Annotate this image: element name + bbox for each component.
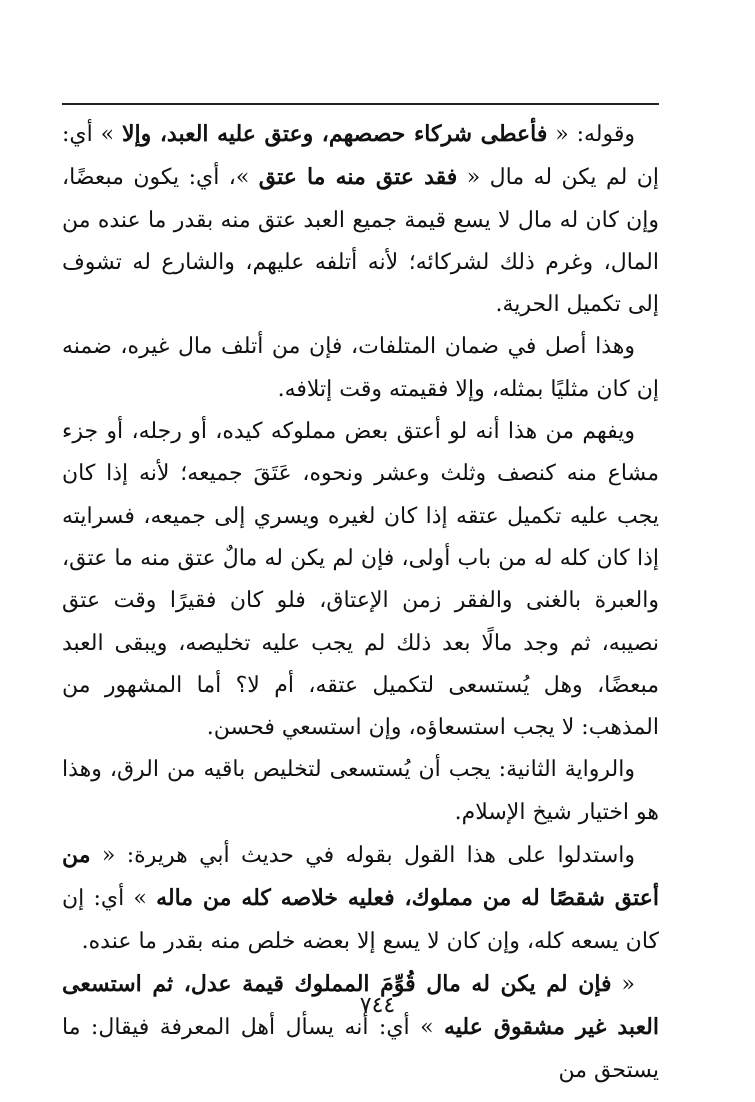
text-segment: « <box>611 971 636 997</box>
text-segment: »، أي: يكون مبعضًا، وإن كان له مال لا يسع قيمة جميع العبد عتق منه بقدر ما عنده من المال، وغرم ذلك لشركائه؛ لأنه أتلفه عليهم، والشارع له تشوف إلى تكميل الحرية. <box>62 165 659 318</box>
text-segment: » أي: إن لم يكن له مال « <box>62 122 659 191</box>
header-rule <box>62 103 659 105</box>
page-number: ٧٤٤ <box>359 993 396 1018</box>
text-segment: ويفهم من هذا أنه لو أعتق بعض مملوكه كيده، أو رجله، أو جزء مشاع منه كنصف وثلث وعشر ونحوه، عَتَقَ جميعه؛ لأنه إذا كان يجب عليه تكميل عتقه إذا كان لغيره ويسري إلى جميعه، فسرايته إذا كان كله له من باب أولى، فإن لم يكن له مالٌ عتق منه ما عتق، والعبرة بالغنى والفقر زمن الإعتاق، فلو كان فقيرًا وقت عتق نصيبه، ثم وجد مالًا بعد ذلك لم يجب عليه تخليصه، ويبقى العبد مبعضًا، وهل يُستسعى لتكميل عتقه، أم لا؟ أما المشهور من المذهب: لا يجب استسعاؤه، وإن استسعي فحسن. <box>62 419 659 741</box>
bold-quote-segment: فأعطى شركاء حصصهم، وعتق عليه العبد، وإلا <box>121 121 548 147</box>
paragraph <box>62 411 659 749</box>
text-segment: » أي: إن كان يسعه كله، وإن كان لا يسع إلا بعضه خلص منه بقدر ما عنده. <box>62 886 659 954</box>
bold-quote-segment: فإن لم يكن له مال قُوِّمَ المملوك قيمة عدل، ثم استسعى العبد غير مشقوق عليه <box>62 970 659 1041</box>
text-segment: والرواية الثانية: يجب أن يُستسعى لتخليص باقيه من الرق، وهذا هو اختيار شيخ الإسلام. <box>62 757 659 825</box>
paragraph <box>62 113 659 326</box>
bold-quote-segment: من أعتق شقصًا له من مملوك، فعليه خلاصه كله من ماله <box>62 842 659 912</box>
text-segment: واستدلوا على هذا القول بقوله في حديث أبي هريرة: « <box>90 843 635 869</box>
paragraph <box>62 326 659 411</box>
bold-quote-segment: فقد عتق منه ما عتق <box>258 164 458 191</box>
text-segment: وهذا أصل في ضمان المتلفات، فإن من أتلف مال غيره، ضمنه إن كان مثليًا بمثله، وإلا فقيمته وقت إتلافه. <box>62 334 659 402</box>
text-segment: » أي: أنه يسأل أهل المعرفة فيقال: ما يستحق من <box>62 1015 659 1083</box>
paragraph <box>62 834 659 963</box>
text-segment: وقوله: « <box>547 122 635 147</box>
paragraph <box>62 749 659 834</box>
paragraph <box>62 963 659 1092</box>
page-body <box>62 113 659 1092</box>
